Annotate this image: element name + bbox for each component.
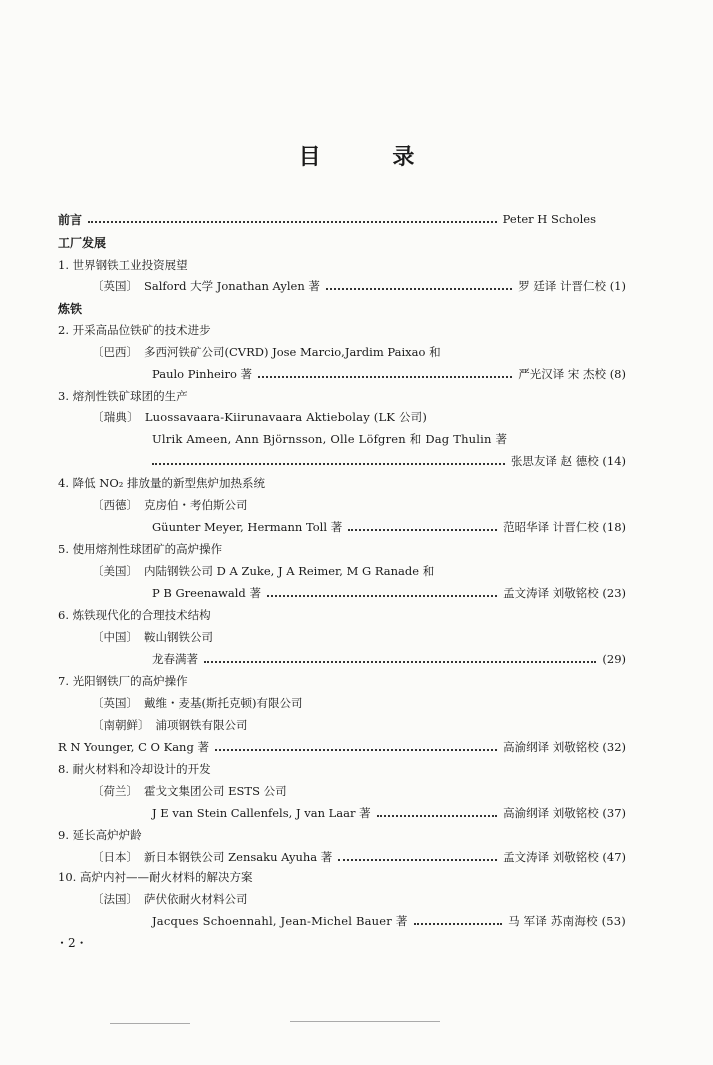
country-label: 〔英国〕: [92, 279, 138, 293]
toc-entry-line: [92, 277, 626, 295]
author-text: 克房伯・考伯斯公司: [144, 498, 248, 512]
author-text: 浦项钢铁有限公司: [155, 718, 248, 732]
dot-leader: [414, 923, 503, 925]
toc-entry-line: [92, 562, 434, 580]
toc-entry-title[interactable]: 9. 延长高炉炉龄: [58, 828, 142, 842]
author-text: Paulo Pinheiro 著: [152, 367, 253, 381]
author-text: P B Greenawald 著: [152, 586, 261, 600]
credit-text: 张思友译 赵 德校 (14): [510, 454, 626, 468]
country-label: 〔中国〕: [92, 630, 138, 644]
author-text: 内陆钢铁公司 D A Zuke, J A Reimer, M G Ranade 和: [144, 564, 435, 578]
toc-entry-line: [92, 890, 248, 908]
dot-leader: [204, 661, 596, 663]
section-heading: 工厂发展: [58, 235, 107, 250]
toc-entry-title[interactable]: 6. 炼铁现代化的合理技术结构: [58, 608, 211, 622]
dot-leader: [267, 595, 497, 597]
country-label: 〔西德〕: [92, 498, 138, 512]
country-label: 〔巴西〕: [92, 345, 138, 359]
author-text: 鞍山钢铁公司: [144, 630, 213, 644]
credit-text: 马 军译 苏南海校 (53): [508, 914, 626, 928]
author-text: Salford 大学 Jonathan Aylen 著: [144, 279, 320, 293]
toc-entry-line: [152, 584, 626, 602]
toc-entry-line: [152, 365, 626, 383]
preface-author: Peter H Scholes: [502, 212, 596, 226]
toc-entry-line: [92, 848, 626, 866]
dot-leader: [326, 288, 512, 290]
toc-entry-line: [92, 628, 213, 646]
scan-artifact-line: [290, 1021, 440, 1022]
toc-entry-title[interactable]: 8. 耐火材料和冷却设计的开发: [58, 762, 211, 776]
credit-text: 孟文涛译 刘敬铭校 (47): [503, 850, 626, 864]
country-label: 〔法国〕: [92, 892, 138, 906]
toc-entry-line: [92, 496, 248, 514]
author-text: Luossavaara-Kiirunavaara Aktiebolay (LK 公司): [144, 410, 428, 424]
author-text: Jacques Schoennahl, Jean-Michel Bauer 著: [152, 914, 408, 928]
toc-entry-title[interactable]: 1. 世界钢铁工业投资展望: [58, 258, 188, 272]
country-label: 〔瑞典〕: [92, 410, 139, 424]
toc-entry-line: [92, 694, 302, 712]
country-label: 〔英国〕: [92, 696, 138, 710]
toc-entry-line: [92, 408, 427, 426]
credit-text: 高渝纲译 刘敬铭校 (37): [503, 806, 626, 820]
toc-entry-title[interactable]: 5. 使用熔剂性球团矿的高炉操作: [58, 542, 223, 556]
country-label: 〔南朝鲜〕: [92, 718, 150, 732]
page-number: ・2・: [56, 936, 88, 950]
author-text: Ulrik Ameen, Ann Björnsson, Olle Löfgren 和 Dag Thulin 著: [152, 432, 508, 446]
author-text: 多西河铁矿公司(CVRD) Jose Marcio,Jardim Paixao 和: [144, 345, 441, 359]
toc-preface[interactable]: [58, 210, 596, 228]
section-heading: 炼铁: [58, 301, 83, 316]
toc-entry-line: [58, 738, 626, 756]
author-text: 萨伏依耐火材料公司: [144, 892, 248, 906]
dot-leader: [215, 749, 497, 751]
credit-text: 孟文涛译 刘敬铭校 (23): [503, 586, 626, 600]
author-text: J E van Stein Callenfels, J van Laar 著: [152, 806, 371, 820]
toc-entry-line: [92, 716, 248, 734]
toc-entry-title[interactable]: 4. 降低 NO₂ 排放量的新型焦炉加热系统: [58, 476, 266, 490]
credit-text: 高渝纲译 刘敬铭校 (32): [503, 740, 626, 754]
toc-entry-line: [92, 343, 441, 361]
author-text: Güunter Meyer, Hermann Toll 著: [152, 520, 343, 534]
toc-entry-title[interactable]: 3. 熔剂性铁矿球团的生产: [58, 389, 188, 403]
toc-entry-line: [152, 518, 626, 536]
dot-leader: [88, 221, 497, 223]
toc-entry-line: [152, 452, 626, 470]
dot-leader: [338, 859, 497, 861]
credit-text: 范昭华译 计晋仁校 (18): [503, 520, 626, 534]
country-label: 〔美国〕: [92, 564, 138, 578]
credit-text: 罗 廷译 计晋仁校 (1): [518, 279, 626, 293]
toc-entry-line: [152, 430, 507, 448]
credit-text: 严光汉译 宋 杰校 (8): [518, 367, 626, 381]
scan-artifact-line: [110, 1023, 190, 1024]
toc-entry-title[interactable]: 10. 高炉内衬——耐火材料的解决方案: [58, 870, 253, 884]
author-text: R N Younger, C O Kang 著: [58, 740, 209, 754]
toc-entry-line: [92, 782, 287, 800]
author-text: 戴维・麦基(斯托克顿)有限公司: [144, 696, 303, 710]
toc-entry-title[interactable]: 2. 开采高品位铁矿的技术进步: [58, 323, 211, 337]
country-label: 〔日本〕: [92, 850, 138, 864]
dot-leader: [348, 529, 497, 531]
toc-entry-line: [152, 912, 626, 930]
toc-entry-line: [152, 650, 626, 668]
preface-label: 前言: [58, 212, 83, 227]
dot-leader: [258, 376, 512, 378]
credit-text: (29): [602, 652, 626, 666]
author-text: 龙春满著: [152, 652, 198, 666]
dot-leader: [377, 815, 497, 817]
author-text: 新日本钢铁公司 Zensaku Ayuha 著: [144, 850, 333, 864]
toc-entry-title[interactable]: 7. 光阳钢铁厂的高炉操作: [58, 674, 188, 688]
dot-leader: [152, 463, 505, 465]
country-label: 〔荷兰〕: [92, 784, 138, 798]
page-title: 目 录: [298, 144, 447, 170]
author-text: 霍戈文集团公司 ESTS 公司: [144, 784, 287, 798]
toc-entry-line: [152, 804, 626, 822]
